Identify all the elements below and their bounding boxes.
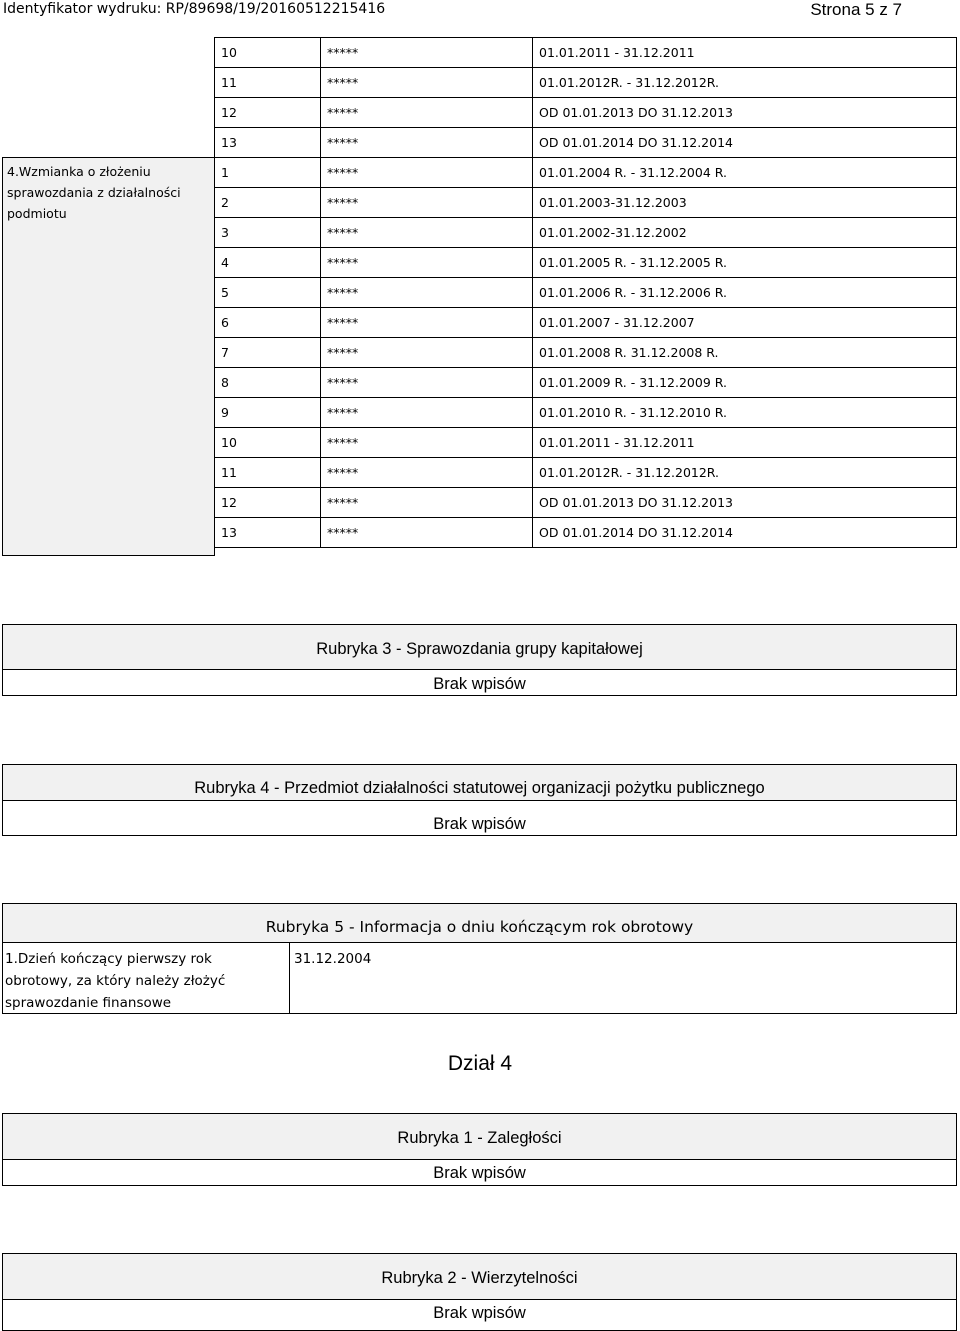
masked-value: ***** [321, 428, 533, 458]
entry-number: 7 [215, 338, 321, 368]
table-row [215, 218, 957, 248]
period-range: 01.01.2012R. - 31.12.2012R. [533, 68, 957, 98]
section-heading: Dział 4 [447, 1052, 513, 1075]
masked-value: ***** [321, 248, 533, 278]
rubryka-4-title: Rubryka 4 - Przedmiot działalności statutowej organizacji pożytku publicznego [194, 779, 765, 797]
masked-value: ***** [321, 368, 533, 398]
table-row [215, 368, 957, 398]
rubryka-3-box [2, 624, 957, 696]
entry-number: 11 [215, 68, 321, 98]
rubryka-4-empty: Brak wpisów [433, 815, 526, 833]
page-number: Strona 5 z 7 [810, 0, 902, 19]
entry-number: 10 [215, 428, 321, 458]
entry-number: 3 [215, 218, 321, 248]
period-range: OD 01.01.2014 DO 31.12.2014 [533, 128, 957, 158]
rubryka-3-title: Rubryka 3 - Sprawozdania grupy kapitałowej [316, 640, 643, 658]
table-row [215, 98, 957, 128]
period-range: 01.01.2004 R. - 31.12.2004 R. [533, 158, 957, 188]
rubryka-3-empty: Brak wpisów [433, 675, 526, 693]
rubryka-5-field-value: 31.12.2004 [294, 951, 372, 967]
entry-number: 12 [215, 488, 321, 518]
d4-rubryka-1-title: Rubryka 1 - Zaległości [397, 1129, 562, 1147]
table-row [215, 188, 957, 218]
masked-value: ***** [321, 458, 533, 488]
entry-number: 10 [215, 38, 321, 68]
masked-value: ***** [321, 338, 533, 368]
entry-number: 5 [215, 278, 321, 308]
table-row [215, 338, 957, 368]
entry-number: 11 [215, 458, 321, 488]
masked-value: ***** [321, 218, 533, 248]
table-row [215, 398, 957, 428]
d4-rubryka-2-empty: Brak wpisów [433, 1304, 526, 1322]
period-range: 01.01.2010 R. - 31.12.2010 R. [533, 398, 957, 428]
masked-value: ***** [321, 308, 533, 338]
period-range: 01.01.2003-31.12.2003 [533, 188, 957, 218]
table-row [215, 458, 957, 488]
masked-value: ***** [321, 188, 533, 218]
masked-value: ***** [321, 98, 533, 128]
entry-number: 9 [215, 398, 321, 428]
entry-number: 8 [215, 368, 321, 398]
table-row [215, 278, 957, 308]
table-row [215, 128, 957, 158]
entry-number: 12 [215, 98, 321, 128]
period-range: 01.01.2012R. - 31.12.2012R. [533, 458, 957, 488]
section-label-cell [2, 157, 215, 556]
d4-rubryka-1-empty: Brak wpisów [433, 1164, 526, 1182]
period-range: 01.01.2006 R. - 31.12.2006 R. [533, 278, 957, 308]
masked-value: ***** [321, 518, 533, 548]
period-range: 01.01.2007 - 31.12.2007 [533, 308, 957, 338]
masked-value: ***** [321, 398, 533, 428]
period-range: 01.01.2011 - 31.12.2011 [533, 38, 957, 68]
table-row [215, 308, 957, 338]
period-range: 01.01.2011 - 31.12.2011 [533, 428, 957, 458]
table-row [215, 158, 957, 188]
period-range: OD 01.01.2014 DO 31.12.2014 [533, 518, 957, 548]
masked-value: ***** [321, 38, 533, 68]
entry-number: 13 [215, 518, 321, 548]
masked-value: ***** [321, 128, 533, 158]
rubryka-5-field-label: 1.Dzień kończący pierwszy rok obrotowy, za który należy złożyć sprawozdanie finansowe [5, 951, 226, 1011]
rubryka-5-box [2, 903, 957, 1014]
period-range: 01.01.2008 R. 31.12.2008 R. [533, 338, 957, 368]
masked-value: ***** [321, 68, 533, 98]
section-label: 4.Wzmianka o złożeniu sprawozdania z działalności podmiotu [7, 164, 181, 221]
table-row [215, 428, 957, 458]
entry-number: 13 [215, 128, 321, 158]
period-range: 01.01.2005 R. - 31.12.2005 R. [533, 248, 957, 278]
period-range: OD 01.01.2013 DO 31.12.2013 [533, 488, 957, 518]
masked-value: ***** [321, 158, 533, 188]
print-identifier: Identyfikator wydruku: RP/89698/19/20160512215416 [3, 1, 386, 17]
table-row [215, 488, 957, 518]
masked-value: ***** [321, 278, 533, 308]
entry-number: 1 [215, 158, 321, 188]
rubryka-5-divider [289, 942, 290, 1014]
d4-rubryka-2-title: Rubryka 2 - Wierzytelności [381, 1269, 578, 1287]
table-row [215, 38, 957, 68]
period-range: OD 01.01.2013 DO 31.12.2013 [533, 98, 957, 128]
rubryka-5-title: Rubryka 5 - Informacja o dniu kończącym rok obrotowy [265, 918, 694, 936]
table-row [215, 518, 957, 548]
table-row [215, 68, 957, 98]
entry-number: 2 [215, 188, 321, 218]
registry-table-top [214, 37, 957, 158]
masked-value: ***** [321, 488, 533, 518]
period-range: 01.01.2002-31.12.2002 [533, 218, 957, 248]
rubryka-4-box [2, 764, 957, 836]
d4-rubryka-2-box [2, 1253, 957, 1331]
entry-number: 4 [215, 248, 321, 278]
d4-rubryka-1-box [2, 1113, 957, 1186]
entry-number: 6 [215, 308, 321, 338]
period-range: 01.01.2009 R. - 31.12.2009 R. [533, 368, 957, 398]
registry-table-main [214, 157, 957, 548]
table-row [215, 248, 957, 278]
